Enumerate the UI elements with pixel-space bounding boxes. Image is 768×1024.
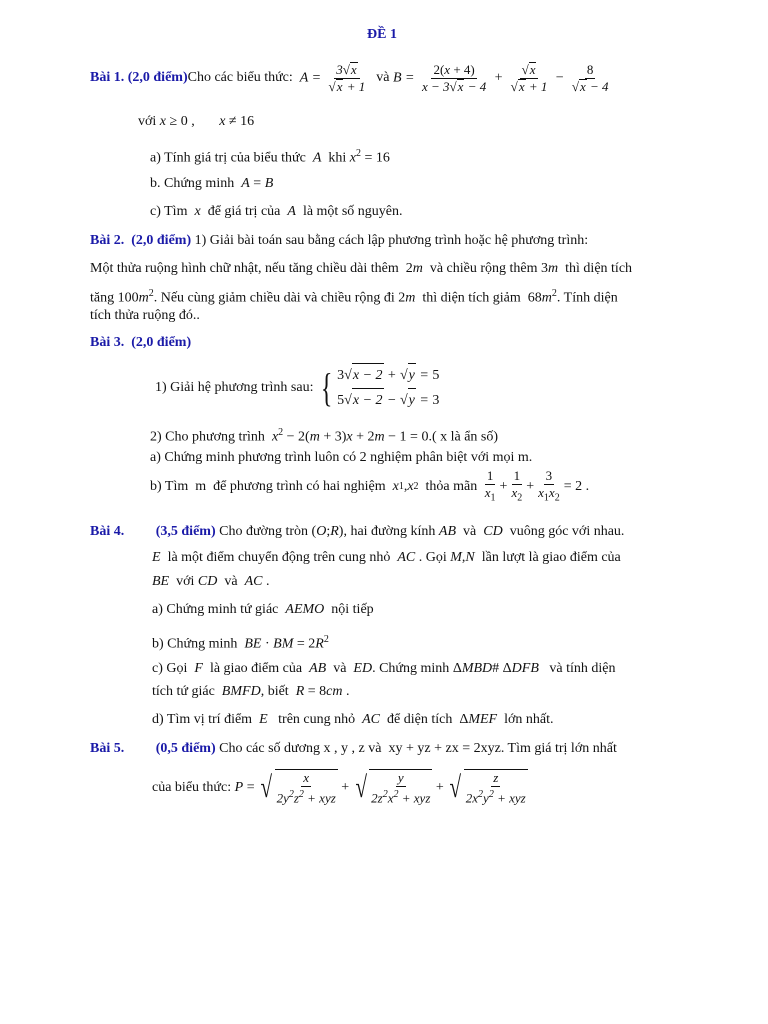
bai4-qa: a) Chứng minh tứ giác AEMO nội tiếp [152, 602, 374, 617]
bai2-line2: tăng $100m^2$. Nếu cùng giảm chiều dài và chiều rộng đi 2m thì diện tích giảm $68m^2$. Tính diện [90, 288, 618, 306]
bai1-item-c: c) Tìm x để giá trị của A là một số nguyên. [150, 204, 403, 219]
bai4-qc-line1: c) Gọi F là giao điểm của AB và ED. Chứng minh ΔMBD# ΔDFB và tính diện [152, 661, 616, 676]
bai1-header [90, 60, 613, 96]
bai1-and: và [376, 70, 390, 85]
bai3-header: Bài 3. (2,0 điểm) [90, 335, 192, 350]
expr-b: B = $\frac{2(x + 4)}{x - 3√x - 4}$ + $\frac{√x}{√x + 1}$ − $\frac{8}{√x - 4}$ [392, 61, 609, 94]
bai2-line3: tích thửa ruộng đó.. [90, 308, 200, 323]
bai1-condition: với x ≥ 0 , x ≠ 16 [138, 114, 255, 129]
bai4-line2: E là một điểm chuyển động trên cung nhỏ AC . Gọi M,N lần lượt là giao điểm của [152, 550, 621, 565]
bai4-qc-line2: tích tứ giác BMFD, biết R = 8cm . [152, 684, 350, 699]
bai3-qb: b) Tìm m để phương trình có hai nghiệm x 1 , x 2 thỏa mãn $\frac{1}{x_1}$ + $\frac{1}{x_2}$ + $\frac{3}{x_1x_2}$ = 2 . [150, 467, 590, 504]
page-title: ĐỀ 1 [367, 27, 397, 42]
bai1-item-a: a) Tính giá trị của biểu thức A khi $x^2 = 16$ [150, 148, 390, 166]
bai3-q2: 2) Cho phương trình $x^2 - 2(m + 3)x + 2m - 1 = 0$.( x là ẩn số) [150, 427, 499, 445]
bai4-line1: Bài 4. (3,5 điểm) Cho đường tròn (O;R), hai đường kính AB và CD vuông góc với nhau. [90, 524, 625, 539]
expr-a: A = $\frac{3√x}{√x + 1}$ [296, 61, 366, 94]
bai4-line3: BE với CD và AC . [152, 574, 270, 589]
bai1-intro: Cho các biểu thức: [187, 70, 293, 85]
bai1-label: Bài 1. [90, 70, 125, 85]
bai1-points: (2,0 điểm) [127, 70, 188, 85]
bai1-item-b: b. Chứng minh A = B [150, 176, 274, 191]
bai2-header: Bài 2. (2,0 điểm) 1) Giải bài toán sau bằng cách lập phương trình hoặc hệ phương trình: [90, 233, 589, 248]
bai4-qd: d) Tìm vị trí điểm E trên cung nhỏ AC để diện tích ΔMEF lớn nhất. [152, 712, 554, 727]
bai4-qb: b) Chứng minh BE · BM = $2R^2$ [152, 634, 329, 652]
bai3-q1: 1) Giải hệ phương trình sau: { 3√x − 2 + √y = 5 5√x − 2 − √y = 3 [155, 360, 439, 416]
bai3-qa: a) Chứng minh phương trình luôn có 2 nghiệm phân biệt với mọi m. [150, 450, 533, 465]
bai5-line1: Bài 5. (0,5 điểm) Cho các số dương x , y , z và xy + yz + zx = 2xyz. Tìm giá trị lớn nhất [90, 741, 617, 756]
equation-system: { 3√x − 2 + √y = 5 5√x − 2 − √y = 3 [317, 363, 439, 413]
bai2-line1: Một thửa ruộng hình chữ nhật, nếu tăng chiều dài thêm 2m và chiều rộng thêm 3m thì diện tích [90, 261, 633, 276]
bai5-line2: của biểu thức: P = √ $\frac{x}{2y^2z^2 + xyz}$ + √ $\frac{y}{2z^2x^2 + xyz}$ + √ $\frac{z}{2x^2y^2 + xyz}$ [152, 770, 526, 806]
